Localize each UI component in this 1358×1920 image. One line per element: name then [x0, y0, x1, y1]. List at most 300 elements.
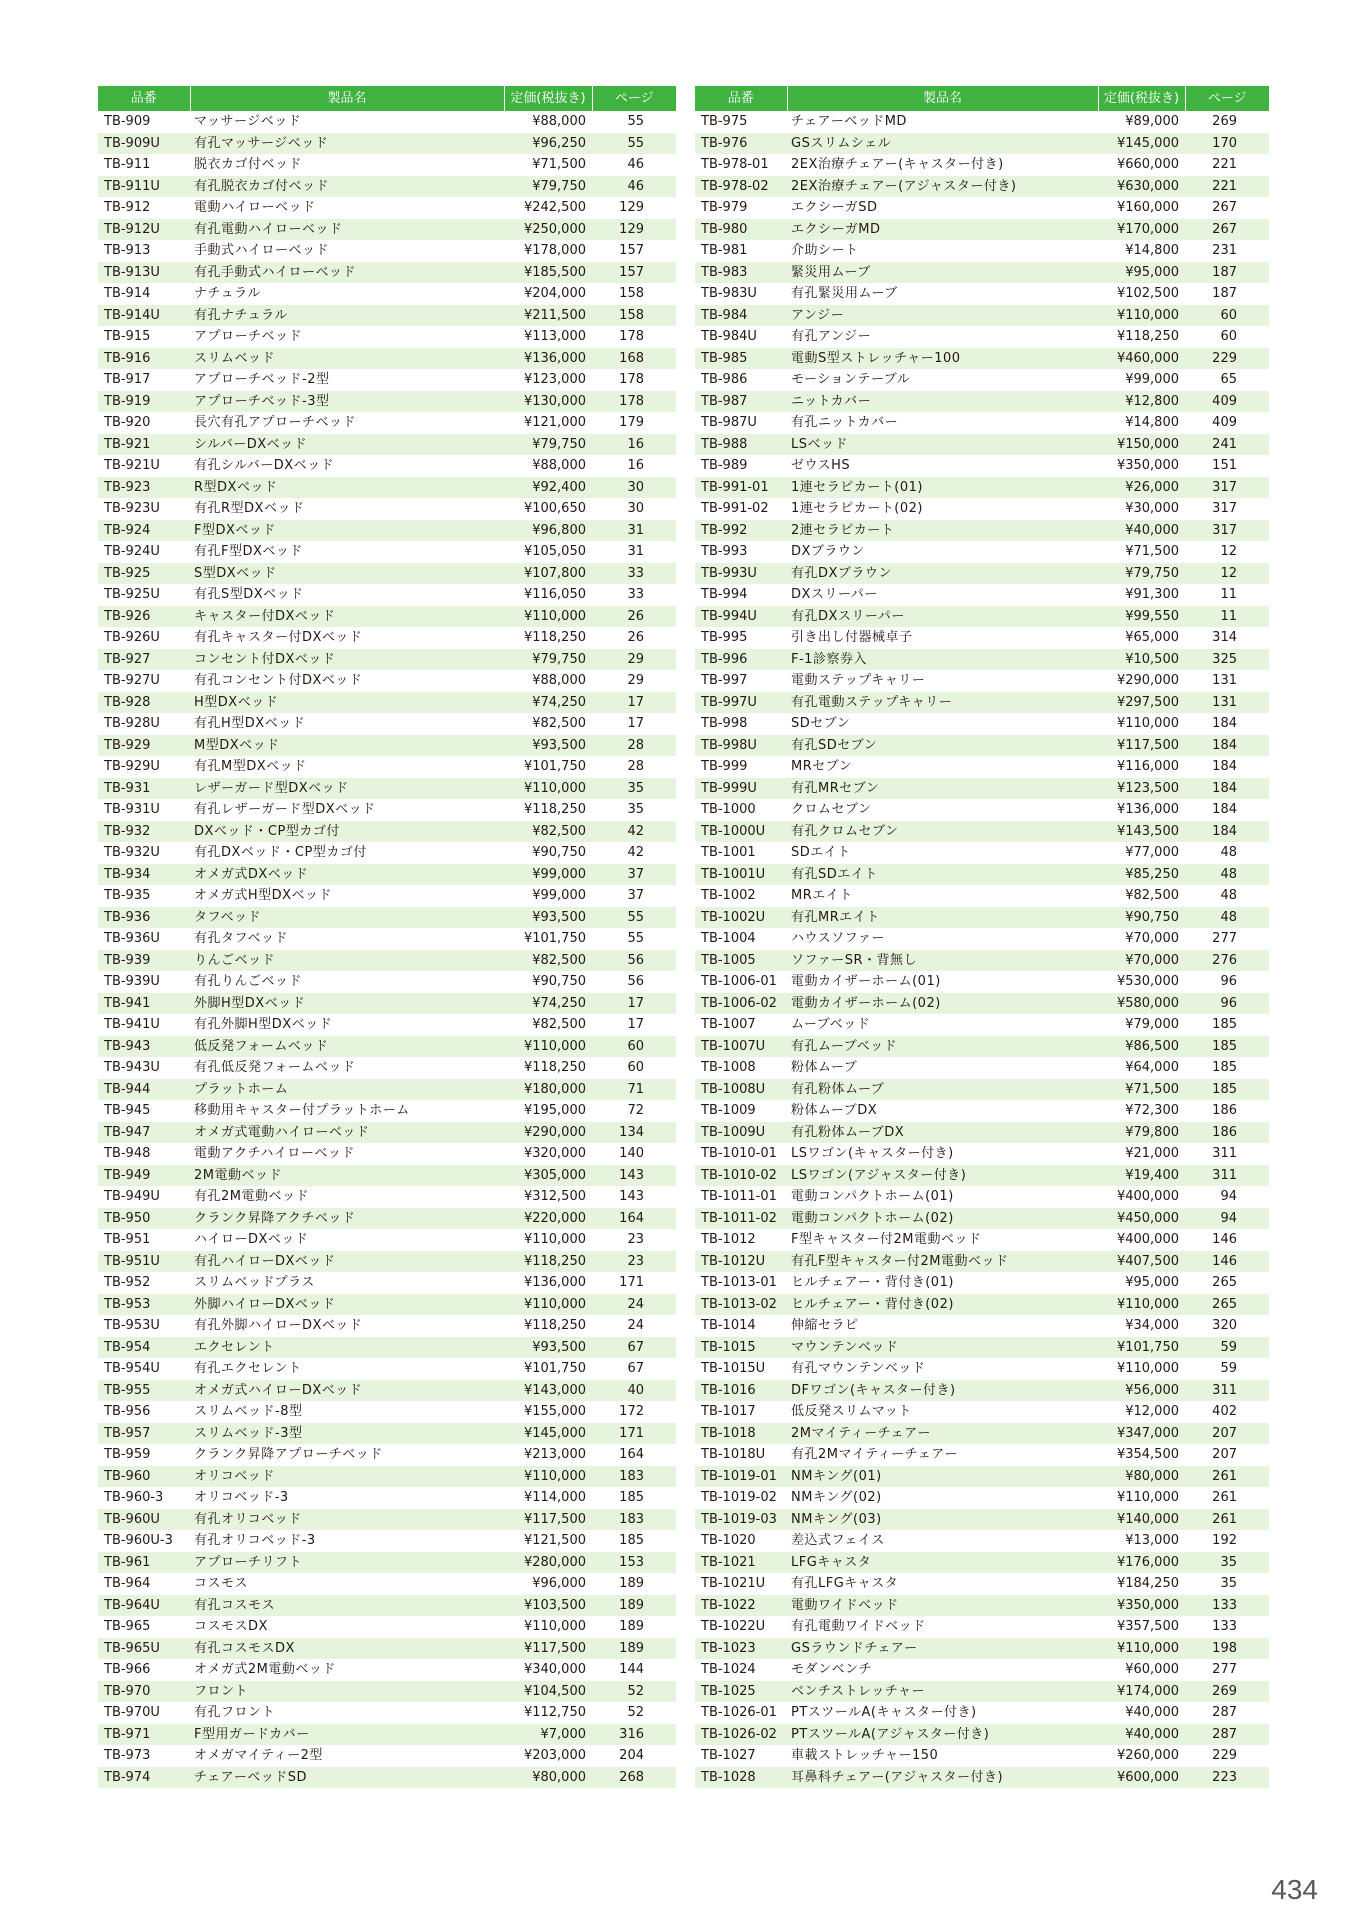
table-row — [695, 1509, 1269, 1531]
product-name: マッサージベッド — [190, 111, 504, 133]
product-name: 有孔フロント — [190, 1702, 504, 1724]
catalog-page: 153 — [592, 1552, 676, 1574]
product-code: TB-954 — [98, 1337, 190, 1359]
product-code: TB-913 — [98, 240, 190, 262]
product-code: TB-925 — [98, 563, 190, 585]
catalog-page: 16 — [592, 434, 676, 456]
table-row — [695, 1552, 1269, 1574]
product-price: ¥340,000 — [504, 1659, 592, 1681]
product-name: 有孔オリコベッド-3 — [190, 1530, 504, 1552]
table-row — [98, 133, 676, 155]
product-price: ¥118,250 — [504, 799, 592, 821]
product-name: S型DXベッド — [190, 563, 504, 585]
catalog-page: 409 — [1185, 391, 1269, 413]
product-price: ¥99,000 — [1098, 369, 1185, 391]
product-price: ¥99,000 — [504, 885, 592, 907]
catalog-page: 59 — [1185, 1358, 1269, 1380]
table-row — [695, 1659, 1269, 1681]
table-row — [695, 1401, 1269, 1423]
product-code: TB-916 — [98, 348, 190, 370]
product-code: TB-1019-01 — [695, 1466, 787, 1488]
table-row — [98, 348, 676, 370]
product-price: ¥19,400 — [1098, 1165, 1185, 1187]
product-name: R型DXベッド — [190, 477, 504, 499]
product-price: ¥357,500 — [1098, 1616, 1185, 1638]
table-row — [98, 1036, 676, 1058]
product-price: ¥114,000 — [504, 1487, 592, 1509]
product-code: TB-936U — [98, 928, 190, 950]
product-name: SDエイト — [787, 842, 1098, 864]
product-name: DXスリーパー — [787, 584, 1098, 606]
catalog-page: 187 — [1185, 262, 1269, 284]
product-code: TB-993 — [695, 541, 787, 563]
product-code: TB-935 — [98, 885, 190, 907]
product-code: TB-998 — [695, 713, 787, 735]
product-code: TB-949 — [98, 1165, 190, 1187]
product-price: ¥118,250 — [1098, 326, 1185, 348]
table-row — [695, 799, 1269, 821]
table-row — [98, 1509, 676, 1531]
product-code: TB-951 — [98, 1229, 190, 1251]
catalog-page: 183 — [592, 1466, 676, 1488]
table-row — [98, 692, 676, 714]
product-code: TB-981 — [695, 240, 787, 262]
product-name: 有孔クロムセブン — [787, 821, 1098, 843]
product-price: ¥72,300 — [1098, 1100, 1185, 1122]
table-row — [98, 606, 676, 628]
product-code: TB-997 — [695, 670, 787, 692]
catalog-page: 26 — [592, 627, 676, 649]
table-row — [98, 283, 676, 305]
product-price: ¥250,000 — [504, 219, 592, 241]
table-row — [695, 842, 1269, 864]
catalog-page: 207 — [1185, 1423, 1269, 1445]
product-price: ¥95,000 — [1098, 1272, 1185, 1294]
product-price: ¥121,500 — [504, 1530, 592, 1552]
product-code: TB-931 — [98, 778, 190, 800]
table-row — [695, 412, 1269, 434]
product-code: TB-934 — [98, 864, 190, 886]
product-price: ¥110,000 — [1098, 1358, 1185, 1380]
table-row — [695, 606, 1269, 628]
catalog-page: 185 — [1185, 1057, 1269, 1079]
catalog-page: 12 — [1185, 563, 1269, 585]
catalog-page: 59 — [1185, 1337, 1269, 1359]
product-price: ¥204,000 — [504, 283, 592, 305]
catalog-page: 207 — [1185, 1444, 1269, 1466]
catalog-page: 185 — [1185, 1036, 1269, 1058]
product-code: TB-911U — [98, 176, 190, 198]
product-code: TB-954U — [98, 1358, 190, 1380]
catalog-page: 40 — [592, 1380, 676, 1402]
catalog-page: 184 — [1185, 713, 1269, 735]
product-price: ¥79,750 — [504, 176, 592, 198]
product-name: ヒルチェアー・背付き(01) — [787, 1272, 1098, 1294]
product-name: NMキング(03) — [787, 1509, 1098, 1531]
catalog-page: 29 — [592, 649, 676, 671]
product-name: オメガ式2M電動ベッド — [190, 1659, 504, 1681]
product-price: ¥88,000 — [504, 111, 592, 133]
product-price: ¥407,500 — [1098, 1251, 1185, 1273]
product-code: TB-953 — [98, 1294, 190, 1316]
catalog-page: 168 — [592, 348, 676, 370]
product-code: TB-959 — [98, 1444, 190, 1466]
table-row — [98, 1208, 676, 1230]
product-name: ハイローDXベッド — [190, 1229, 504, 1251]
product-price: ¥211,500 — [504, 305, 592, 327]
product-code: TB-1015U — [695, 1358, 787, 1380]
product-price: ¥77,000 — [1098, 842, 1185, 864]
product-code: TB-991-01 — [695, 477, 787, 499]
catalog-page: 267 — [1185, 197, 1269, 219]
product-code: TB-960-3 — [98, 1487, 190, 1509]
catalog-page: 37 — [592, 864, 676, 886]
product-price: ¥101,750 — [504, 756, 592, 778]
table-row — [695, 176, 1269, 198]
catalog-page: 72 — [592, 1100, 676, 1122]
product-name: GSスリムシェル — [787, 133, 1098, 155]
catalog-page: 179 — [592, 412, 676, 434]
table-row — [98, 1767, 676, 1789]
catalog-page: 269 — [1185, 111, 1269, 133]
catalog-page: 185 — [592, 1530, 676, 1552]
catalog-page: 269 — [1185, 1681, 1269, 1703]
product-name: 伸縮セラピ — [787, 1315, 1098, 1337]
product-price: ¥160,000 — [1098, 197, 1185, 219]
catalog-page: 229 — [1185, 1745, 1269, 1767]
product-code: TB-1012 — [695, 1229, 787, 1251]
catalog-page: 48 — [1185, 864, 1269, 886]
product-price: ¥91,300 — [1098, 584, 1185, 606]
product-name: 有孔DXスリーパー — [787, 606, 1098, 628]
product-price: ¥110,000 — [1098, 1294, 1185, 1316]
product-price: ¥117,500 — [1098, 735, 1185, 757]
table-row — [695, 197, 1269, 219]
catalog-page: 23 — [592, 1251, 676, 1273]
catalog-page: 314 — [1185, 627, 1269, 649]
table-row — [695, 1079, 1269, 1101]
catalog-page: 320 — [1185, 1315, 1269, 1337]
product-price: ¥88,000 — [504, 455, 592, 477]
product-code: TB-997U — [695, 692, 787, 714]
table-row — [695, 133, 1269, 155]
product-name: クランク昇降アプローチベッド — [190, 1444, 504, 1466]
table-row — [98, 1337, 676, 1359]
table-row — [695, 455, 1269, 477]
catalog-page: 30 — [592, 477, 676, 499]
product-name: 電動ワイドベッド — [787, 1595, 1098, 1617]
product-name: オメガ式電動ハイローベッド — [190, 1122, 504, 1144]
catalog-page: 186 — [1185, 1100, 1269, 1122]
product-code: TB-944 — [98, 1079, 190, 1101]
table-row — [98, 154, 676, 176]
product-price: ¥290,000 — [504, 1122, 592, 1144]
product-code: TB-949U — [98, 1186, 190, 1208]
product-name: 有孔コスモスDX — [190, 1638, 504, 1660]
product-price: ¥110,000 — [1098, 305, 1185, 327]
product-code: TB-923U — [98, 498, 190, 520]
table-row — [695, 262, 1269, 284]
table-row — [98, 1724, 676, 1746]
product-code: TB-911 — [98, 154, 190, 176]
product-code: TB-1018 — [695, 1423, 787, 1445]
table-row — [98, 1552, 676, 1574]
product-name: スリムベッド — [190, 348, 504, 370]
product-code: TB-1007 — [695, 1014, 787, 1036]
product-code: TB-994 — [695, 584, 787, 606]
product-code: TB-993U — [695, 563, 787, 585]
product-price: ¥145,000 — [504, 1423, 592, 1445]
product-code: TB-953U — [98, 1315, 190, 1337]
catalog-page: 60 — [592, 1036, 676, 1058]
catalog-page: 133 — [1185, 1595, 1269, 1617]
product-code: TB-926 — [98, 606, 190, 628]
product-price: ¥85,250 — [1098, 864, 1185, 886]
table-row — [695, 369, 1269, 391]
table-row — [695, 1251, 1269, 1273]
table-row — [98, 1681, 676, 1703]
product-code: TB-912U — [98, 219, 190, 241]
product-price: ¥143,500 — [1098, 821, 1185, 843]
table-row — [98, 1272, 676, 1294]
product-code: TB-1023 — [695, 1638, 787, 1660]
product-name: 有孔SDセブン — [787, 735, 1098, 757]
product-name: アンジー — [787, 305, 1098, 327]
product-code: TB-983U — [695, 283, 787, 305]
product-name: タフベッド — [190, 907, 504, 929]
product-name: エクシーガSD — [787, 197, 1098, 219]
product-name: 有孔ナチュラル — [190, 305, 504, 327]
table-row — [695, 928, 1269, 950]
product-price: ¥92,400 — [504, 477, 592, 499]
product-name: M型DXベッド — [190, 735, 504, 757]
product-code: TB-917 — [98, 369, 190, 391]
product-name: 有孔ニットカバー — [787, 412, 1098, 434]
table-row — [98, 907, 676, 929]
product-price: ¥96,000 — [504, 1573, 592, 1595]
product-name: 有孔コスモス — [190, 1595, 504, 1617]
product-name: F-1診察券入 — [787, 649, 1098, 671]
table-row — [98, 1122, 676, 1144]
product-name: 有孔DXベッド・CP型カゴ付 — [190, 842, 504, 864]
product-code: TB-1013-01 — [695, 1272, 787, 1294]
product-name: 有孔DXブラウン — [787, 563, 1098, 585]
product-name: 1連セラピカート(02) — [787, 498, 1098, 520]
product-name: 有孔脱衣カゴ付ベッド — [190, 176, 504, 198]
table-row — [98, 1380, 676, 1402]
product-name: 粉体ムーブ — [787, 1057, 1098, 1079]
catalog-page: 184 — [1185, 735, 1269, 757]
catalog-page: 171 — [592, 1423, 676, 1445]
catalog-page: 261 — [1185, 1466, 1269, 1488]
product-price: ¥110,000 — [504, 1616, 592, 1638]
product-code: TB-965 — [98, 1616, 190, 1638]
catalog-page: 55 — [592, 907, 676, 929]
product-name: スリムベッド-3型 — [190, 1423, 504, 1445]
catalog-page: 189 — [592, 1573, 676, 1595]
product-code: TB-994U — [695, 606, 787, 628]
product-name: 有孔キャスター付DXベッド — [190, 627, 504, 649]
table-row — [98, 1014, 676, 1036]
catalog-page: 189 — [592, 1595, 676, 1617]
product-price: ¥100,650 — [504, 498, 592, 520]
catalog-page: 35 — [1185, 1552, 1269, 1574]
product-code: TB-914U — [98, 305, 190, 327]
product-price: ¥242,500 — [504, 197, 592, 219]
product-name: 2M電動ベッド — [190, 1165, 504, 1187]
product-price: ¥101,750 — [504, 1358, 592, 1380]
product-code: TB-966 — [98, 1659, 190, 1681]
table-row — [695, 498, 1269, 520]
catalog-page: 11 — [1185, 606, 1269, 628]
catalog-page: 311 — [1185, 1380, 1269, 1402]
table-row — [695, 778, 1269, 800]
catalog-page: 277 — [1185, 928, 1269, 950]
product-name: 外脚ハイローDXベッド — [190, 1294, 504, 1316]
product-price: ¥74,250 — [504, 993, 592, 1015]
table-row — [98, 262, 676, 284]
product-name: DXブラウン — [787, 541, 1098, 563]
product-code: TB-991-02 — [695, 498, 787, 520]
catalog-page: 157 — [592, 262, 676, 284]
product-name: 有孔R型DXベッド — [190, 498, 504, 520]
product-code: TB-979 — [695, 197, 787, 219]
product-name: 有孔電動ハイローベッド — [190, 219, 504, 241]
table-row — [695, 713, 1269, 735]
product-name: 有孔りんごベッド — [190, 971, 504, 993]
product-price: ¥102,500 — [1098, 283, 1185, 305]
table-row — [695, 1724, 1269, 1746]
product-code: TB-985 — [695, 348, 787, 370]
product-price: ¥82,500 — [504, 950, 592, 972]
product-name: 電動ステップキャリー — [787, 670, 1098, 692]
product-price: ¥90,750 — [1098, 907, 1185, 929]
table-row — [695, 1122, 1269, 1144]
catalog-page: 48 — [1185, 885, 1269, 907]
product-price: ¥110,000 — [1098, 1638, 1185, 1660]
table-row — [98, 541, 676, 563]
product-price: ¥354,500 — [1098, 1444, 1185, 1466]
product-name: コスモスDX — [190, 1616, 504, 1638]
product-code: TB-978-01 — [695, 154, 787, 176]
product-code: TB-932 — [98, 821, 190, 843]
catalog-page: 60 — [1185, 326, 1269, 348]
product-name: モーションテーブル — [787, 369, 1098, 391]
product-name: コスモス — [190, 1573, 504, 1595]
product-code: TB-915 — [98, 326, 190, 348]
product-name: 移動用キャスター付プラットホーム — [190, 1100, 504, 1122]
product-price: ¥600,000 — [1098, 1767, 1185, 1789]
table-row — [695, 1702, 1269, 1724]
product-price: ¥203,000 — [504, 1745, 592, 1767]
product-code: TB-975 — [695, 111, 787, 133]
product-name: レザーガード型DXベッド — [190, 778, 504, 800]
catalog-page: 171 — [592, 1272, 676, 1294]
catalog-page: 24 — [592, 1294, 676, 1316]
catalog-page: 261 — [1185, 1487, 1269, 1509]
product-name: MRセブン — [787, 756, 1098, 778]
product-code: TB-971 — [98, 1724, 190, 1746]
catalog-page: 325 — [1185, 649, 1269, 671]
product-price: ¥630,000 — [1098, 176, 1185, 198]
product-code: TB-924 — [98, 520, 190, 542]
table-row — [98, 713, 676, 735]
table-row — [695, 1380, 1269, 1402]
catalog-page: 129 — [592, 197, 676, 219]
table-row — [98, 498, 676, 520]
table-row — [695, 756, 1269, 778]
table-row — [98, 1702, 676, 1724]
catalog-page: 157 — [592, 240, 676, 262]
catalog-page: 311 — [1185, 1165, 1269, 1187]
product-price: ¥110,000 — [504, 606, 592, 628]
product-code: TB-961 — [98, 1552, 190, 1574]
catalog-page: 134 — [592, 1122, 676, 1144]
product-name: 有孔F型キャスター付2M電動ベッド — [787, 1251, 1098, 1273]
product-name: 電動カイザーホーム(02) — [787, 993, 1098, 1015]
product-name: 粉体ムーブDX — [787, 1100, 1098, 1122]
product-code: TB-913U — [98, 262, 190, 284]
catalog-page: 267 — [1185, 219, 1269, 241]
product-price: ¥123,000 — [504, 369, 592, 391]
product-code: TB-999U — [695, 778, 787, 800]
product-price: ¥118,250 — [504, 1057, 592, 1079]
product-price: ¥400,000 — [1098, 1186, 1185, 1208]
table-row — [98, 412, 676, 434]
catalog-page: 158 — [592, 305, 676, 327]
product-name: 1連セラピカート(01) — [787, 477, 1098, 499]
catalog-page: 52 — [592, 1681, 676, 1703]
product-name: 低反発フォームベッド — [190, 1036, 504, 1058]
catalog-page: 35 — [1185, 1573, 1269, 1595]
catalog-page: 178 — [592, 391, 676, 413]
header-name: 製品名 — [190, 86, 504, 111]
catalog-page: 42 — [592, 821, 676, 843]
product-name: MRエイト — [787, 885, 1098, 907]
product-price: ¥347,000 — [1098, 1423, 1185, 1445]
product-code: TB-976 — [695, 133, 787, 155]
catalog-page: 276 — [1185, 950, 1269, 972]
product-code: TB-928 — [98, 692, 190, 714]
product-code: TB-1007U — [695, 1036, 787, 1058]
table-row — [98, 1143, 676, 1165]
product-name: 外脚H型DXベッド — [190, 993, 504, 1015]
product-name: 2連セラピカート — [787, 520, 1098, 542]
table-row — [695, 864, 1269, 886]
table-row — [695, 993, 1269, 1015]
product-name: オリコベッド — [190, 1466, 504, 1488]
product-name: 有孔MRエイト — [787, 907, 1098, 929]
catalog-page: 287 — [1185, 1724, 1269, 1746]
catalog-page: 67 — [592, 1358, 676, 1380]
table-row — [98, 1186, 676, 1208]
product-code: TB-1022 — [695, 1595, 787, 1617]
catalog-page: 131 — [1185, 670, 1269, 692]
product-name: 有孔ハイローDXベッド — [190, 1251, 504, 1273]
product-name: 有孔緊災用ムーブ — [787, 283, 1098, 305]
product-name: ハウスソファー — [787, 928, 1098, 950]
product-price: ¥21,000 — [1098, 1143, 1185, 1165]
product-code: TB-914 — [98, 283, 190, 305]
product-name: ニットカバー — [787, 391, 1098, 413]
table-row — [695, 627, 1269, 649]
product-name: オリコベッド-3 — [190, 1487, 504, 1509]
product-price: ¥110,000 — [504, 778, 592, 800]
product-name: 電動アクチハイローベッド — [190, 1143, 504, 1165]
product-price: ¥40,000 — [1098, 1724, 1185, 1746]
product-name: LSワゴン(キャスター付き) — [787, 1143, 1098, 1165]
product-name: 有孔マッサージベッド — [190, 133, 504, 155]
